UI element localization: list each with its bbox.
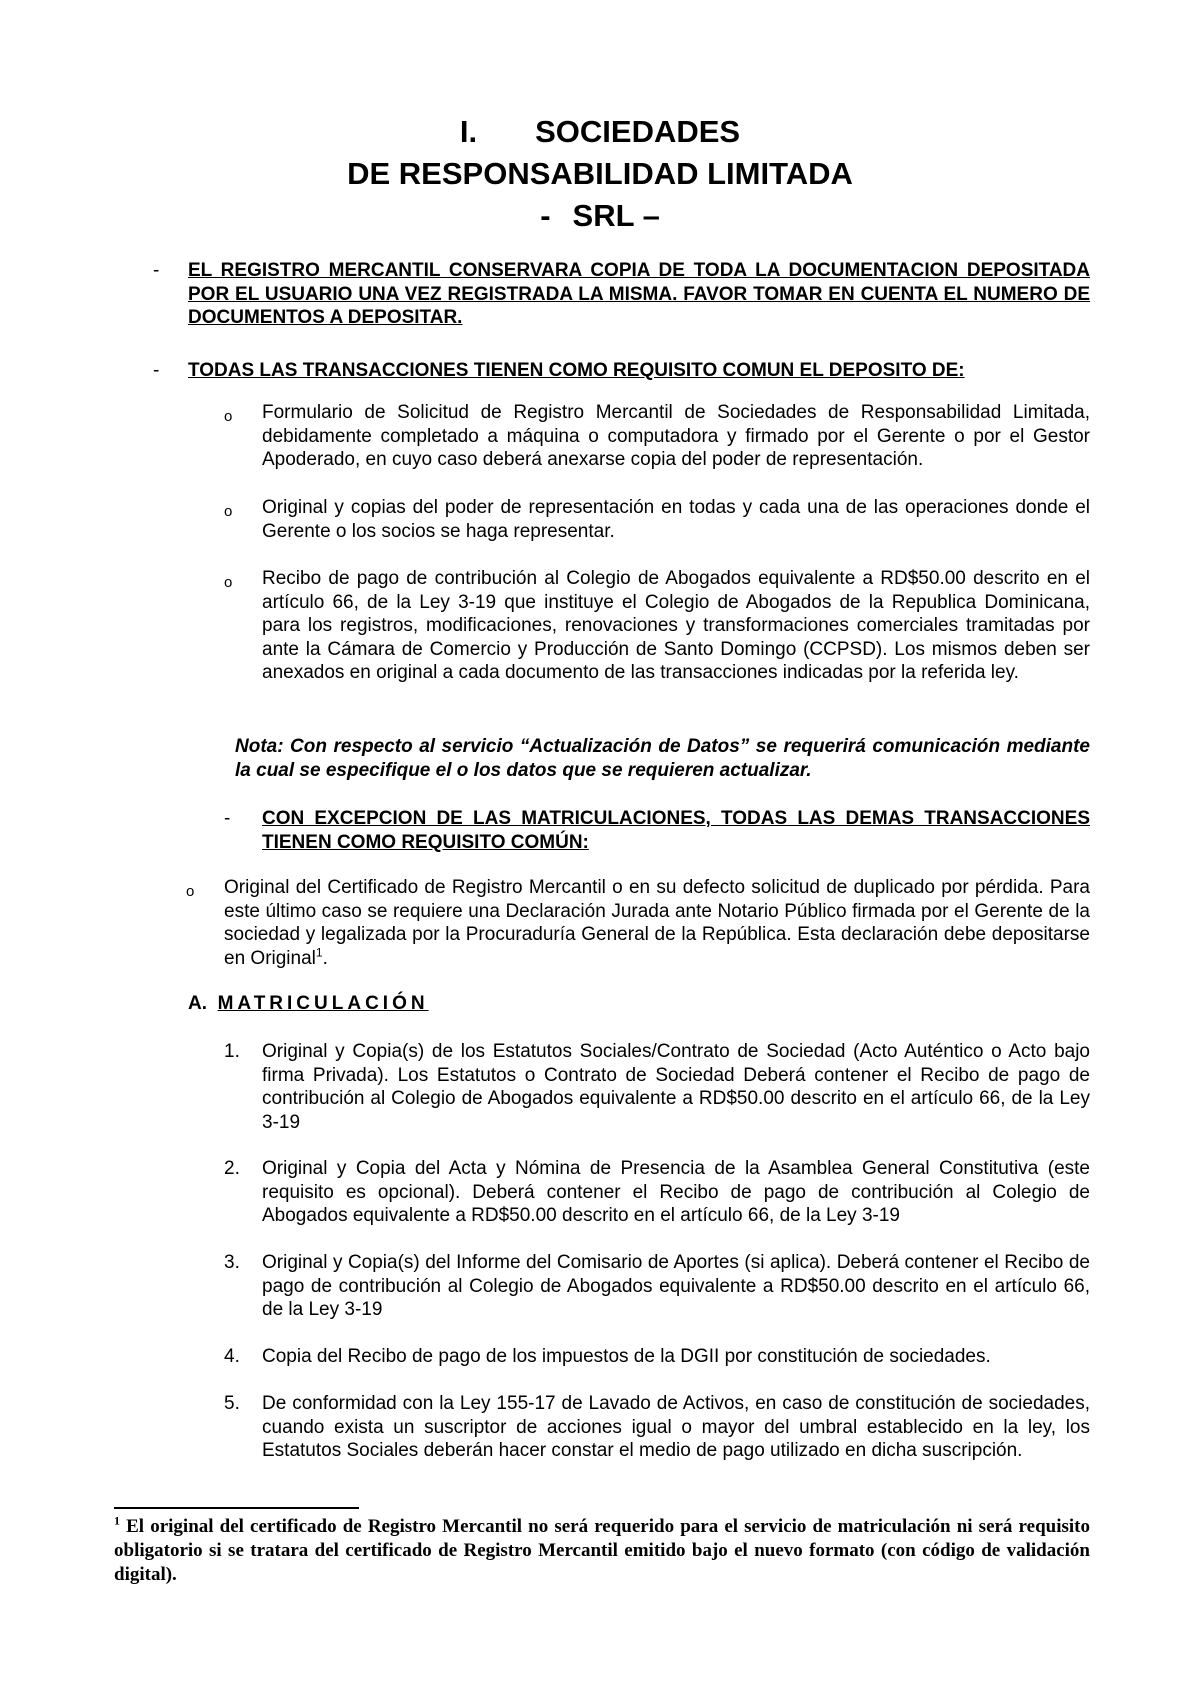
title-sociedades: SOCIEDADES: [535, 114, 741, 149]
common-item-formulario: Formulario de Solicitud de Registro Mercantil de Sociedades de Responsabilidad Limitada, debidamente completado a máquina o computadora y firmado por el Gerente o por el Gestor Apoderado, en cuyo caso deberá anexarse copia del poder de representación.: [262, 402, 1090, 470]
footnote-reference: 1: [315, 945, 323, 960]
list-number: 5.: [224, 1393, 240, 1414]
note-actualizacion: Nota: Con respecto al servicio “Actualización de Datos” se requerirá comunicación mediante la cual se especifique el o los datos que se requieren actualizar.: [235, 736, 1090, 781]
section-a-heading: [188, 992, 429, 1016]
section-a-title: MATRICULACIÓN: [217, 993, 429, 1014]
title-dash: -: [540, 198, 551, 233]
common-item-recibo: Recibo de pago de contribución al Colegio de Abogados equivalente a RD$50.00 descrito en el artículo 66, de la Ley 3-19 que instituye el Colegio de Abogados de la Republica Dominicana, para los registros, modificaciones, renovaciones y transformaciones comerciales tramitadas por ante la Cámara de Comercio y Producción de Santo Domingo (CCPSD). Los mismos deben ser anexados en original a cada documento de las transacciones indicadas por la referida ley.: [262, 568, 1090, 683]
notice-requisito-comun: TODAS LAS TRANSACCIONES TIENEN COMO REQUISITO COMUN EL DEPOSITO DE:: [188, 360, 965, 381]
common-item-poder: Original y copias del poder de representación en todas y cada una de las operaciones donde el Gerente o los socios se haga representar.: [262, 497, 1090, 542]
certificate-item-text: Original del Certificado de Registro Mercantil o en su defecto solicitud de duplicado por pérdida. Para este último caso se requiere una Declaración Jurada ante Notario Público firmada por el Gerente de la sociedad y legalizada por la Procuraduría General de la República. Esta declaración debe depositarse en Original: [224, 877, 1090, 969]
footnote: [114, 1515, 1090, 1587]
bullet-circle: o: [224, 408, 233, 425]
footnote-separator: [114, 1507, 359, 1509]
section-a-letter: A.: [188, 993, 207, 1014]
matriculacion-item-comisario: Original y Copia(s) del Informe del Comisario de Aportes (si aplica). Deberá contener el Recibo de pago de contribución al Colegio de Abogados equivalente a RD$50.00 descrito en el artículo 66, de la Ley 3-19: [262, 1252, 1090, 1320]
matriculacion-item-dgii: Copia del Recibo de pago de los impuestos de la DGII por constitución de sociedades.: [262, 1346, 991, 1367]
matriculacion-item-estatutos: Original y Copia(s) de los Estatutos Sociales/Contrato de Sociedad (Acto Auténtico o Acto bajo firma Privada). Los Estatutos o Contrato de Sociedad Deberá contener el Recibo de pago de contribución al Colegio de Abogados equivalente a RD$50.00 descrito en el artículo 66, de la Ley 3-19: [262, 1041, 1090, 1133]
title-line-2: DE RESPONSABILIDAD LIMITADA: [347, 156, 853, 191]
list-number: 3.: [224, 1252, 240, 1273]
bullet-dash: -: [153, 260, 160, 281]
bullet-dash: -: [153, 360, 160, 381]
list-number: 1.: [224, 1041, 240, 1062]
list-number: 4.: [224, 1346, 240, 1367]
title-line-3: [0, 198, 1200, 234]
title-roman-numeral: I.: [459, 114, 478, 149]
title-srl: SRL –: [572, 198, 660, 233]
matriculacion-item-acta: Original y Copia del Acta y Nómina de Presencia de la Asamblea General Constitutiva (este requisito es opcional). Deberá contener el Recibo de pago de contribución al Colegio de Abogados equivalente a RD$50.00 descrito en el artículo 66, de la Ley 3-19: [262, 1158, 1090, 1226]
list-number: 2.: [224, 1158, 240, 1179]
notice-excepcion: CON EXCEPCION DE LAS MATRICULACIONES, TODAS LAS DEMAS TRANSACCIONES TIENEN COMO REQUISITO COMÚN:: [262, 808, 1090, 853]
title-line-1: [0, 114, 1200, 150]
bullet-dash: -: [224, 808, 231, 829]
certificate-item: Original del Certificado de Registro Mercantil o en su defecto solicitud de duplicado por pérdida. Para este último caso se requiere una Declaración Jurada ante Notario Público firmada por el Gerente de la sociedad y legalizada por la Procuraduría General de la República. Esta declaración debe depositarse en Original$^1$.: [224, 877, 1090, 969]
matriculacion-item-lavado: De conformidad con la Ley 155-17 de Lavado de Activos, en caso de constitución de sociedades, cuando exista un suscriptor de acciones igual o mayor del umbral establecido en la ley, los Estatutos Sociales deberán hacer constar el medio de pago utilizado en dicha suscripción.: [262, 1393, 1090, 1461]
bullet-circle: o: [224, 574, 233, 591]
notice-registro-copia: EL REGISTRO MERCANTIL CONSERVARA COPIA DE TODA LA DOCUMENTACION DEPOSITADA POR EL USUARIO UNA VEZ REGISTRADA LA MISMA. FAVOR TOMAR EN CUENTA EL NUMERO DE DOCUMENTOS A DEPOSITAR.: [188, 260, 1090, 328]
bullet-circle: o: [186, 883, 195, 900]
bullet-circle: o: [224, 503, 233, 520]
footnote-text: El original del certificado de Registro Mercantil no será requerido para el servicio de matriculación ni será requisito obligatorio si se tratara del certificado de Registro Mercantil emitido bajo el nuevo formato (con código de validación digital).: [114, 1516, 1090, 1585]
footnote-number: 1: [114, 1513, 120, 1528]
